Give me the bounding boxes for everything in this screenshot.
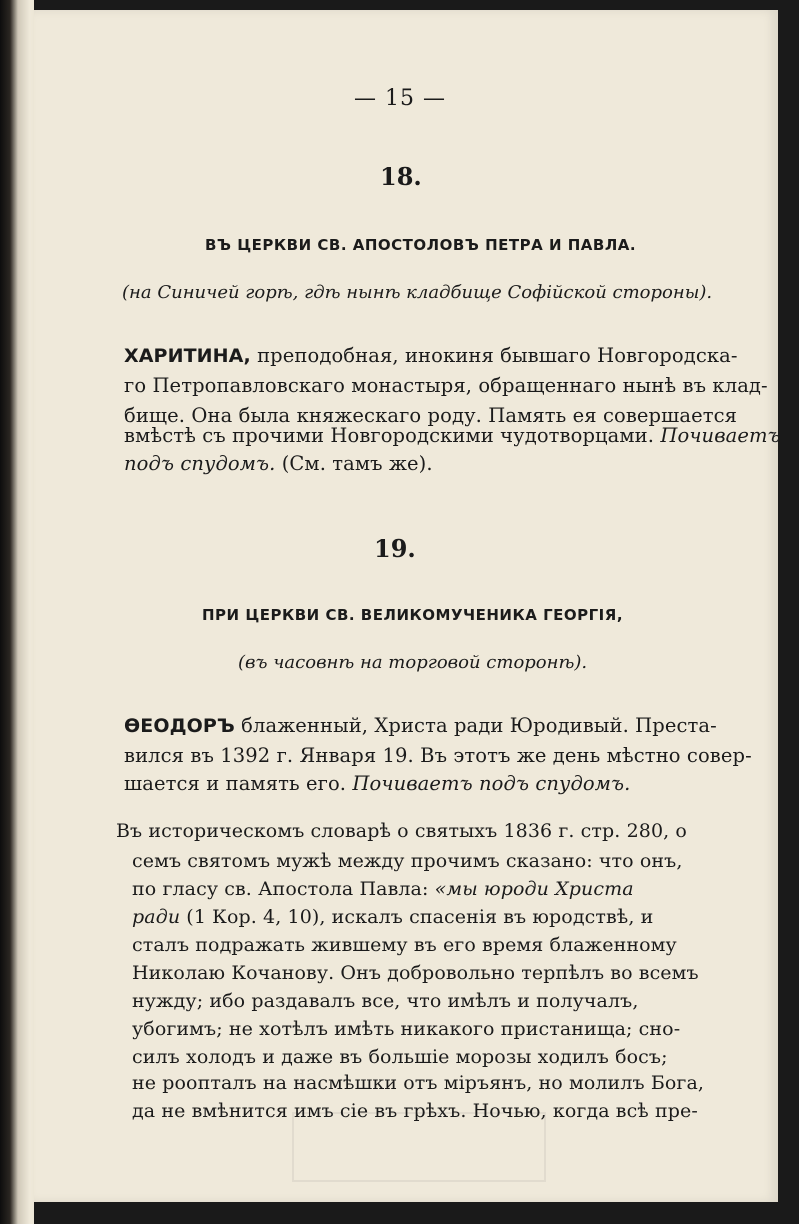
page-number: — 15 — xyxy=(354,86,446,111)
paragraph-line: Въ историческомъ словарѣ о святыхъ 1836 г. стр. 280, о xyxy=(116,820,687,842)
paragraph-line: Николаю Кочанову. Онъ добровольно терпѣлъ во всемъ xyxy=(132,962,699,984)
paragraph-line xyxy=(124,452,433,475)
text-span-italic: Почиваетъ подъ спудомъ. xyxy=(352,772,631,795)
text-span: преподобная, инокиня бывшаго Новгородска- xyxy=(250,344,738,367)
section-number-18: 18. xyxy=(380,162,422,191)
section-18-heading: ВЪ ЦЕРКВИ СВ. АПОСТОЛОВЪ ПЕТРА И ПАВЛА. xyxy=(205,236,637,254)
text-span-italic: «мы юроди Христа xyxy=(434,878,634,900)
text-span-italic: ради xyxy=(132,906,181,928)
paragraph-line: не роопталъ на насмѣшки отъ міръянъ, но молилъ Бога, xyxy=(132,1072,705,1094)
text-span-italic: Почиваетъ xyxy=(660,424,781,447)
section-19-heading: ПРИ ЦЕРКВИ СВ. ВЕЛИКОМУЧЕНИКА ГЕОРГІЯ, xyxy=(202,606,624,624)
book-binding xyxy=(0,0,34,1224)
section-18-location: (на Синичей горѣ, гдѣ нынѣ кладбище Софійской стороны). xyxy=(122,282,713,303)
paragraph-line: вился въ 1392 г. Января 19. Въ этотъ же день мѣстно совер- xyxy=(124,744,752,767)
paragraph-line xyxy=(124,714,717,737)
paragraph-line xyxy=(124,344,738,367)
paragraph-line: нужду; ибо раздавалъ все, что имѣлъ и получалъ, xyxy=(132,990,639,1012)
paragraph-line xyxy=(124,424,781,447)
paragraph-line: го Петропавловскаго монастыря, обращеннаго нынѣ въ клад- xyxy=(124,374,768,397)
text-span: (См. тамъ же). xyxy=(275,452,433,475)
paragraph-line: сталъ подражать жившему въ его время блаженному xyxy=(132,934,677,956)
text-span: блаженный, Христа ради Юродивый. Преста- xyxy=(234,714,717,737)
saint-name: ХАРИТИНА, xyxy=(124,345,251,367)
paragraph-line: семъ святомъ мужѣ между прочимъ сказано: что онъ, xyxy=(132,850,683,872)
paragraph-line xyxy=(132,906,653,928)
text-span: вмѣстѣ съ прочими Новгородскими чудотворцами. xyxy=(124,424,661,447)
text-span: (1 Кор. 4, 10), искалъ спасенія въ юродствѣ, и xyxy=(180,906,654,928)
section-number-19: 19. xyxy=(374,534,416,563)
text-span: по гласу св. Апостола Павла: xyxy=(132,878,435,900)
page-edge xyxy=(778,0,799,1224)
paragraph-line xyxy=(124,772,630,795)
section-19-location: (въ часовнѣ на торговой сторонѣ). xyxy=(238,652,588,673)
paragraph-line: бище. Она была княжескаго роду. Память ея совершается xyxy=(124,404,738,427)
saint-name: ѲЕОДОРЪ xyxy=(124,715,235,737)
text-span-italic: подъ спудомъ. xyxy=(124,452,276,475)
paragraph-line: да не вмѣнится имъ сіе въ грѣхъ. Ночью, когда всѣ пре- xyxy=(132,1100,698,1122)
paragraph-line xyxy=(132,878,634,900)
paragraph-line: силъ холодъ и даже въ большіе морозы ходилъ босъ; xyxy=(132,1046,668,1068)
library-stamp-bleedthrough xyxy=(292,1112,546,1182)
paragraph-line: убогимъ; не хотѣлъ имѣть никакого пристанища; сно- xyxy=(132,1018,681,1040)
text-span: шается и память его. xyxy=(124,772,353,795)
